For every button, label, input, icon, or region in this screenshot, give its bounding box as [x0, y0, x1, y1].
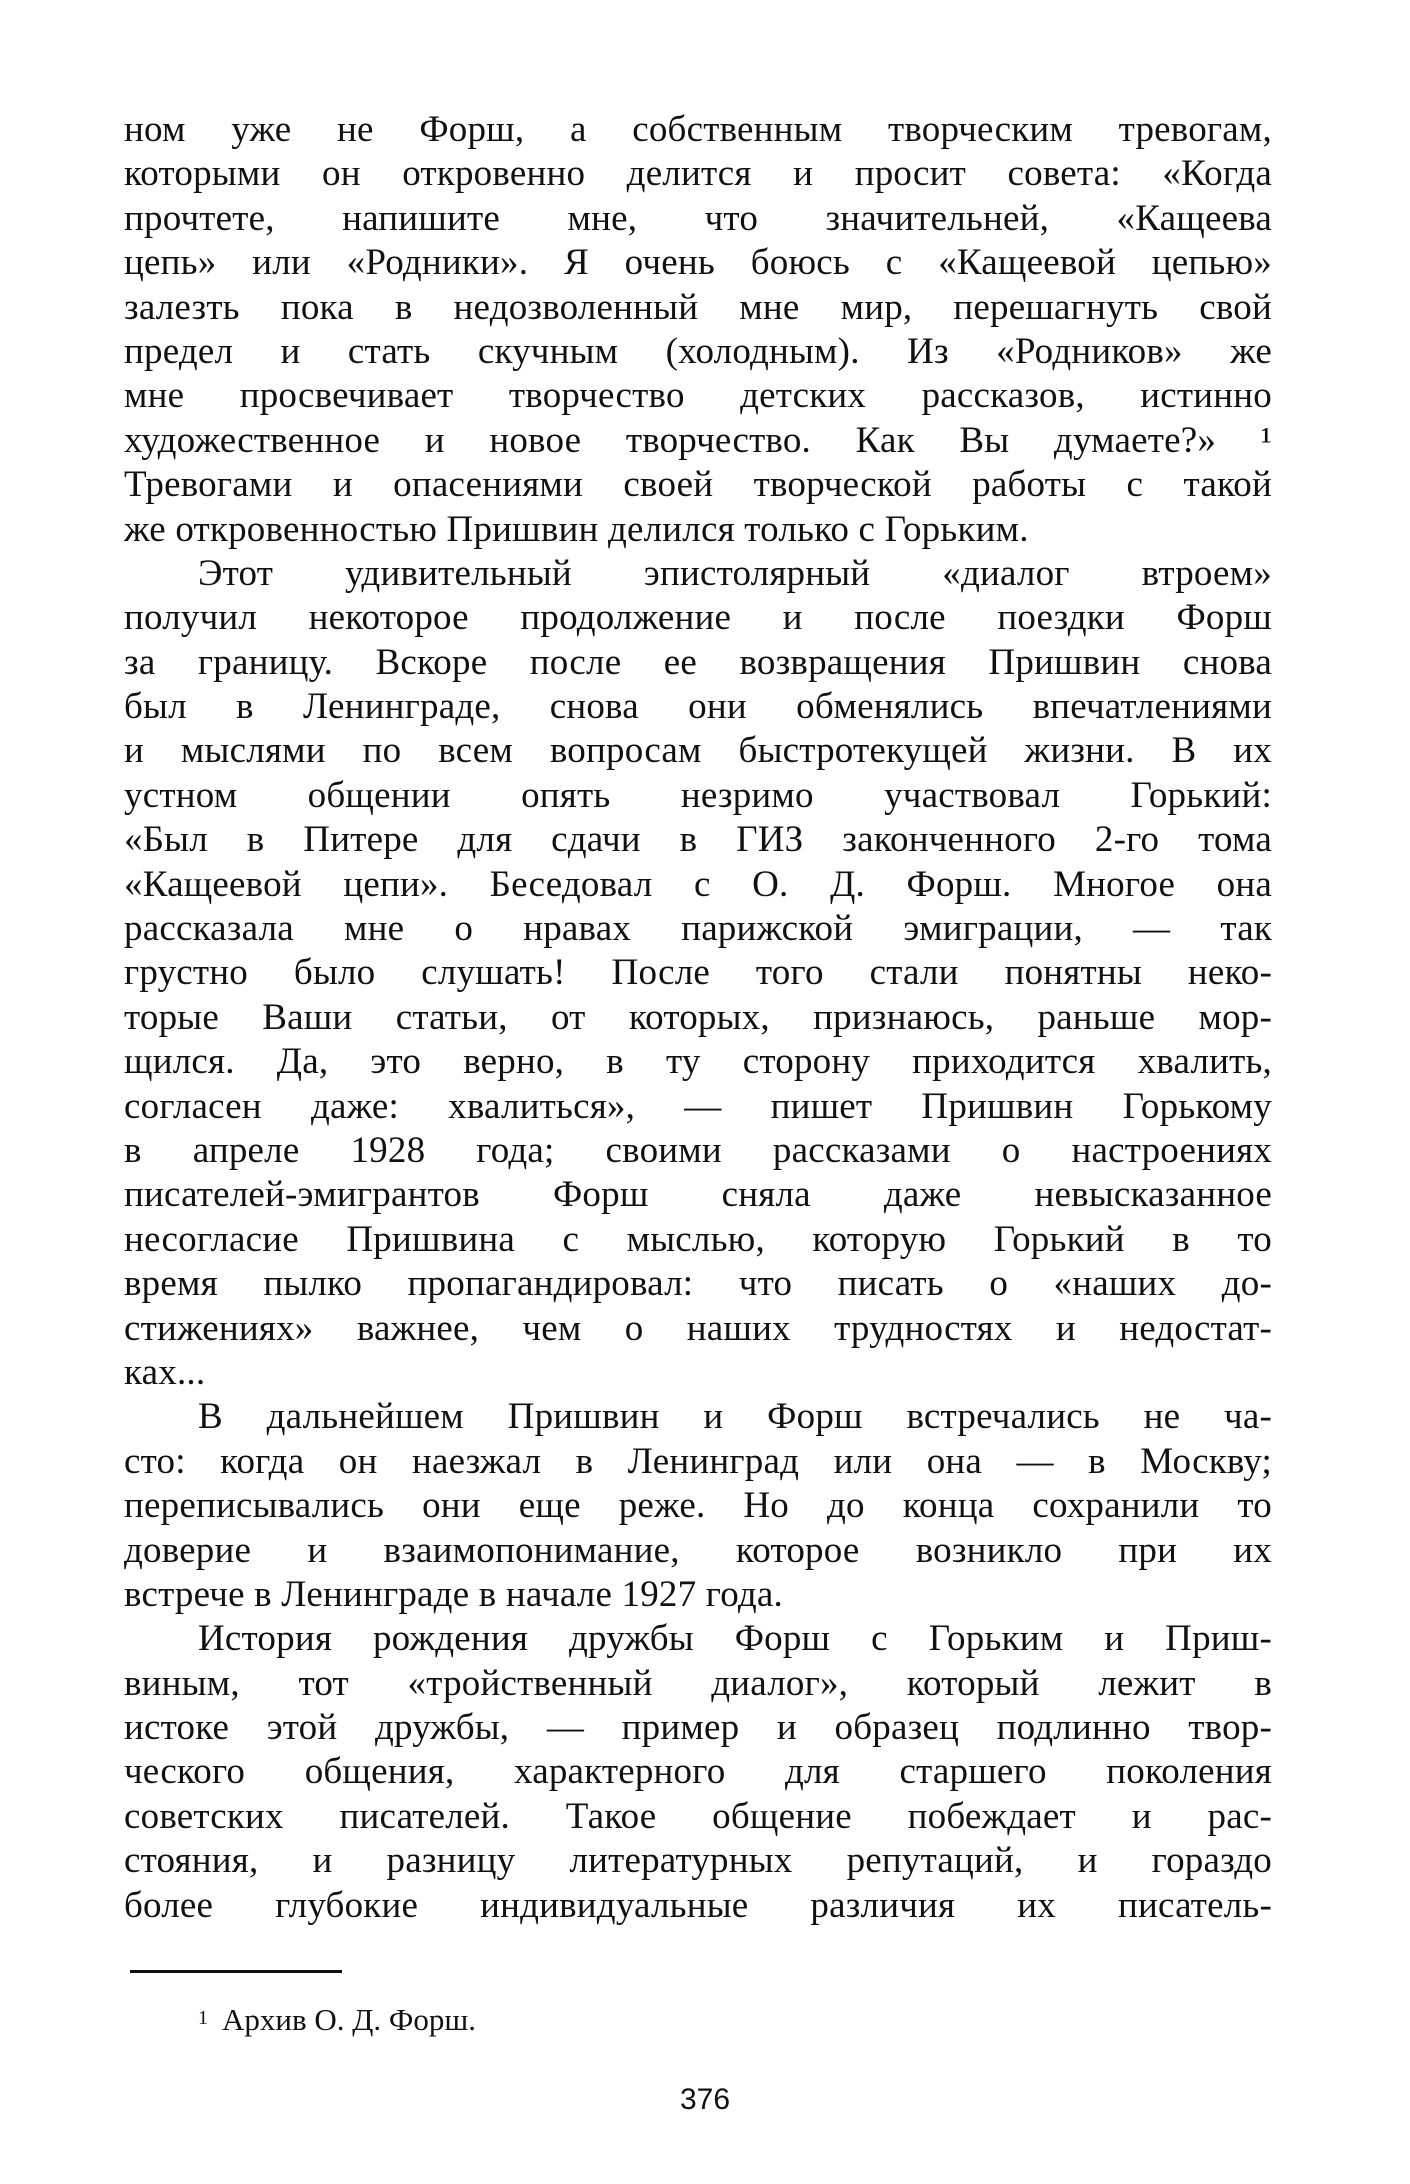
footnote-marker: 1: [198, 2007, 208, 2029]
text-line: несогласие Пришвина с мыслью, которую Горький в то: [124, 1218, 1272, 1260]
text-line: получил некоторое продолжение и после поездки Форш: [124, 597, 1272, 639]
text-line: «Был в Питере для сдачи в ГИЗ законченного 2-го тома: [124, 819, 1272, 861]
text-line: согласен даже: хвалиться», — пишет Пришвин Горькому: [124, 1085, 1272, 1127]
text-line: Тревогами и опасениями своей творческой работы с такой: [124, 464, 1272, 506]
footnote-divider: [130, 1970, 342, 1973]
text-line: рассказала мне о нравах парижской эмиграции, — так: [124, 908, 1272, 950]
text-line: прочтете, напишите мне, что значительней, «Кащеева: [124, 197, 1272, 239]
text-line: стояния, и разницу литературных репутаций, и гораздо: [124, 1840, 1272, 1882]
text-line: в апреле 1928 года; своими рассказами о настроениях: [124, 1129, 1272, 1171]
text-line: щился. Да, это верно, в ту сторону приходится хвалить,: [124, 1041, 1272, 1083]
text-line: мне просвечивает творчество детских рассказов, истинно: [124, 375, 1272, 417]
text-line: сто: когда он наезжал в Ленинград или она — в Москву;: [124, 1440, 1272, 1482]
text-line: ном уже не Форш, а собственным творческим тревогам,: [124, 109, 1272, 150]
text-line: которыми он откровенно делится и просит совета: «Когда: [124, 153, 1272, 195]
text-line: «Кащеевой цепи». Беседовал с О. Д. Форш. Многое она: [124, 863, 1272, 905]
text-line: за границу. Вскоре после ее возвращения Пришвин снова: [124, 641, 1272, 683]
footnote-text: Архив О. Д. Форш.: [222, 2002, 477, 2037]
text-line: и мыслями по всем вопросам быстротекущей жизни. В их: [124, 730, 1272, 772]
text-line: ках...: [124, 1351, 206, 1393]
text-line: художественное и новое творчество. Как Вы думаете?» ¹: [124, 419, 1272, 461]
main-text: [124, 108, 1272, 1928]
text-line: торые Ваши статьи, от которых, признаюсь, раньше мор-: [124, 996, 1272, 1038]
text-line: стижениях» важнее, чем о наших трудностях и недостат-: [124, 1307, 1272, 1349]
text-line: доверие и взаимопонимание, которое возникло при их: [124, 1529, 1272, 1571]
text-line: встрече в Ленинграде в начале 1927 года.: [124, 1573, 783, 1615]
text-line: же откровенностью Пришвин делился только с Горьким.: [124, 508, 1029, 550]
text-line: залезть пока в недозволенный мне мир, перешагнуть свой: [124, 286, 1272, 328]
footnote: [198, 2000, 476, 2040]
text-line: истоке этой дружбы, — пример и образец подлинно твор-: [124, 1707, 1272, 1749]
text-line: устном общении опять незримо участвовал Горький:: [124, 774, 1272, 816]
text-line: более глубокие индивидуальные различия их писатель-: [124, 1884, 1272, 1926]
page-number: 376: [679, 2083, 731, 2116]
text-line: История рождения дружбы Форш с Горьким и Приш-: [198, 1618, 1272, 1660]
text-line: В дальнейшем Пришвин и Форш встречались не ча-: [198, 1396, 1272, 1438]
text-line: предел и стать скучным (холодным). Из «Родников» же: [124, 330, 1272, 372]
text-line: время пылко пропагандировал: что писать о «наших до-: [124, 1263, 1272, 1305]
text-line: Этот удивительный эпистолярный «диалог втроем»: [198, 552, 1272, 594]
text-line: был в Ленинграде, снова они обменялись впечатлениями: [124, 686, 1272, 728]
text-line: советских писателей. Такое общение побеждает и рас-: [124, 1795, 1272, 1837]
text-line: виным, тот «тройственный диалог», который лежит в: [124, 1662, 1272, 1704]
text-line: цепь» или «Родники». Я очень боюсь с «Кащеевой цепью»: [124, 242, 1272, 284]
text-line: переписывались они еще реже. Но до конца сохранили то: [124, 1485, 1272, 1527]
text-line: писателей-эмигрантов Форш сняла даже невысказанное: [124, 1174, 1272, 1216]
text-line: ческого общения, характерного для старшего поколения: [124, 1751, 1272, 1793]
text-line: грустно было слушать! После того стали понятны неко-: [124, 952, 1272, 994]
